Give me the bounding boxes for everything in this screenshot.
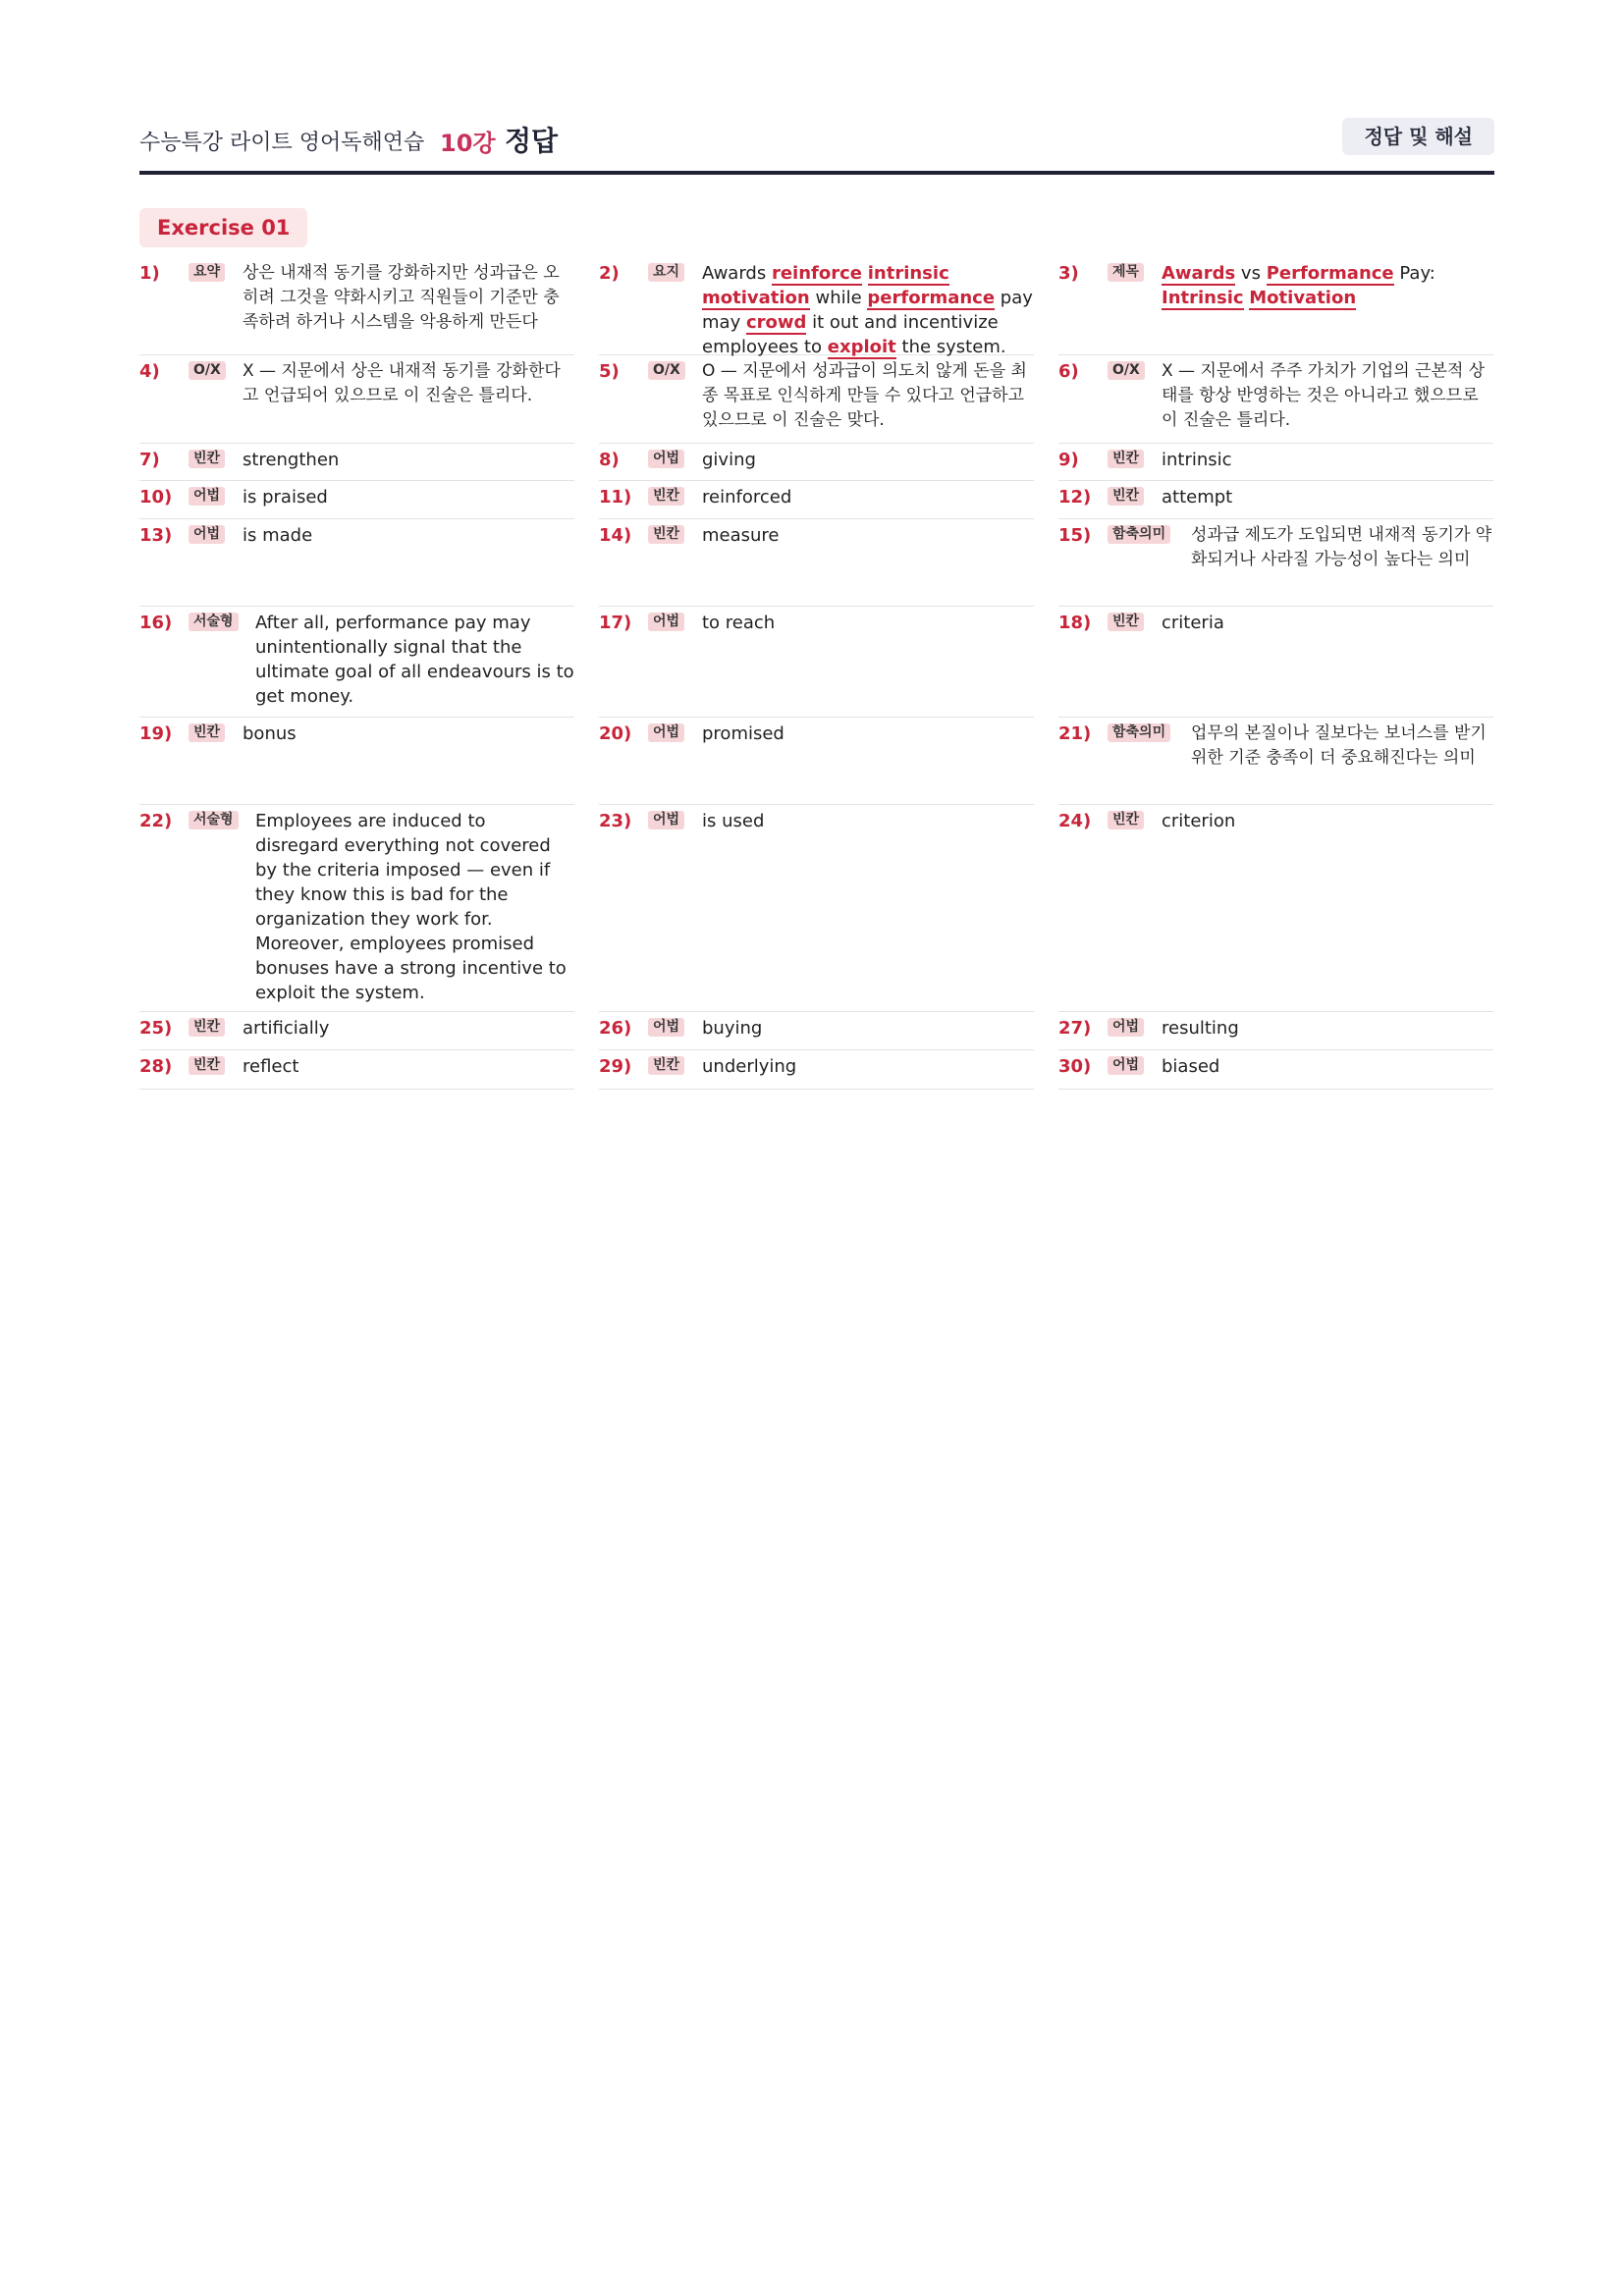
answer-type-tag: 함축의미: [1108, 525, 1170, 544]
answer-number: 29): [599, 1056, 632, 1077]
lesson-number: 10강: [440, 130, 496, 157]
answer-item: [599, 519, 1034, 607]
keyword-highlight: Intrinsic: [1162, 288, 1244, 308]
answer-text: X — 지문에서 상은 내재적 동기를 강화한다고 언급되어 있으므로 이 진술은 틀리다.: [243, 361, 561, 405]
answer-item: [139, 805, 574, 1012]
answer-text: X — 지문에서 주주 가치가 기업의 근본적 상태를 항상 반영하는 것은 아니라고 했으므로 이 진술은 틀리다.: [1162, 361, 1486, 430]
answer-text-part: Awards: [702, 263, 767, 284]
answer-number: 1): [139, 263, 160, 284]
answer-number: 22): [139, 811, 173, 831]
keyword-highlight: Performance: [1266, 263, 1394, 284]
answer-type-tag: 어법: [1108, 1018, 1144, 1037]
answer-item: [139, 257, 574, 355]
page-title: 정답: [505, 125, 559, 157]
answer-type-tag: 어법: [648, 613, 684, 631]
series-title: 수능특강 라이트 영어독해연습: [139, 131, 425, 155]
keyword-highlight: Motivation: [1249, 288, 1357, 308]
answer-type-tag: 요약: [189, 263, 225, 282]
answer-number: 6): [1058, 361, 1079, 382]
answer-number: 25): [139, 1018, 173, 1039]
answer-text: 업무의 본질이나 질보다는 보너스를 받기 위한 기준 충족이 더 중요해진다는 의미: [1191, 723, 1487, 768]
answer-item: [599, 607, 1034, 718]
answer-type-tag: O/X: [189, 361, 226, 380]
answer-text-part: while: [815, 288, 862, 308]
answer-text-part: Pay:: [1399, 263, 1435, 284]
answer-item: [599, 355, 1034, 444]
answer-item: [139, 1050, 574, 1090]
answer-text: reflect: [243, 1056, 299, 1077]
answer-type-tag: 함축의미: [1108, 723, 1170, 742]
answer-item: [1058, 805, 1493, 1012]
answer-type-tag: 빈칸: [1108, 811, 1144, 829]
answer-type-tag: 어법: [648, 450, 684, 468]
answer-type-tag: 어법: [189, 525, 225, 544]
answer-type-tag: 서술형: [189, 811, 239, 829]
answer-text: underlying: [702, 1056, 797, 1077]
answer-number: 16): [139, 613, 173, 633]
answer-number: 7): [139, 450, 160, 470]
keyword-highlight: performance: [867, 288, 996, 308]
answer-item: [599, 805, 1034, 1012]
exercise-badge: Exercise 01: [139, 208, 307, 247]
answer-item: [599, 257, 1034, 355]
answer-item: [1058, 355, 1493, 444]
answer-number: 14): [599, 525, 632, 546]
answer-item: [139, 355, 574, 444]
answer-text: giving: [702, 450, 756, 470]
answer-item: [1058, 718, 1493, 805]
keyword-highlight: motivation: [702, 288, 810, 308]
answer-number: 15): [1058, 525, 1092, 546]
answer-text: artificially: [243, 1018, 330, 1039]
answers-explanation-button[interactable]: 정답 및 해설: [1342, 118, 1494, 155]
answer-type-tag: 빈칸: [189, 450, 225, 468]
answer-text: bonus: [243, 723, 297, 744]
answer-item: [139, 519, 574, 607]
answer-item: [1058, 1050, 1493, 1090]
answer-type-tag: 빈칸: [189, 1018, 225, 1037]
answer-number: 2): [599, 263, 620, 284]
answer-text: intrinsic: [1162, 450, 1232, 470]
answer-text: measure: [702, 525, 780, 546]
answer-number: 4): [139, 361, 160, 382]
answer-type-tag: 빈칸: [1108, 450, 1144, 468]
answer-number: 3): [1058, 263, 1079, 284]
answer-item: [599, 718, 1034, 805]
answer-type-tag: 어법: [648, 811, 684, 829]
answer-grid: [139, 257, 1494, 1090]
answer-text: promised: [702, 723, 784, 744]
answer-text: is made: [243, 525, 313, 546]
answer-number: 5): [599, 361, 620, 382]
answer-number: 24): [1058, 811, 1092, 831]
answer-number: 11): [599, 487, 632, 507]
answer-text: buying: [702, 1018, 763, 1039]
answer-text: 상은 내재적 동기를 강화하지만 성과급은 오히려 그것을 약화시키고 직원들이 기준만 충족하려 하거나 시스템을 악용하게 만든다: [243, 263, 560, 332]
answer-text: 성과급 제도가 도입되면 내재적 동기가 약화되거나 사라질 가능성이 높다는 의미: [1191, 525, 1492, 569]
answer-item: [139, 607, 574, 718]
answer-number: 13): [139, 525, 173, 546]
answer-text: reinforced: [702, 487, 792, 507]
answer-item: [1058, 519, 1493, 607]
answer-text: Employees are induced to disregard everything not covered by the criteria imposed — even if they know this is bad for the organization they work for. Moreover, employees promised bonuses have a strong incentive to exploit the system.: [255, 811, 567, 1003]
answer-type-tag: 서술형: [189, 613, 239, 631]
answer-text: resulting: [1162, 1018, 1239, 1039]
keyword-highlight: reinforce: [771, 263, 862, 284]
answer-number: 9): [1058, 450, 1079, 470]
page-header: [139, 116, 1494, 175]
keyword-highlight: intrinsic: [867, 263, 949, 284]
answer-text: biased: [1162, 1056, 1220, 1077]
keyword-highlight: crowd: [745, 312, 807, 333]
answer-number: 21): [1058, 723, 1092, 744]
answer-item: [139, 1012, 574, 1050]
answer-number: 23): [599, 811, 632, 831]
answer-number: 8): [599, 450, 620, 470]
answer-number: 28): [139, 1056, 173, 1077]
answer-type-tag: 빈칸: [648, 487, 684, 506]
answer-number: 10): [139, 487, 173, 507]
answer-item: [1058, 1012, 1493, 1050]
answer-text: strengthen: [243, 450, 340, 470]
answer-text: [702, 261, 1034, 359]
answer-type-tag: 어법: [648, 723, 684, 742]
answer-text: criteria: [1162, 613, 1224, 633]
answer-number: 30): [1058, 1056, 1092, 1077]
answer-item: [139, 444, 574, 481]
answer-text: is used: [702, 811, 765, 831]
answer-text-part: it out and incentivize employees to: [702, 312, 999, 357]
answer-type-tag: 제목: [1108, 263, 1144, 282]
answer-type-tag: 빈칸: [189, 1056, 225, 1075]
answer-number: 18): [1058, 613, 1092, 633]
answer-number: 20): [599, 723, 632, 744]
answer-number: 26): [599, 1018, 632, 1039]
answer-text: is praised: [243, 487, 328, 507]
answer-item: [139, 718, 574, 805]
answer-number: 12): [1058, 487, 1092, 507]
answer-type-tag: 요지: [648, 263, 684, 282]
answer-type-tag: 어법: [189, 487, 225, 506]
answer-type-tag: 빈칸: [189, 723, 225, 742]
answer-text: O — 지문에서 성과급이 의도치 않게 돈을 최종 목표로 인식하게 만들 수 있다고 언급하고 있으므로 이 진술은 맞다.: [702, 361, 1027, 430]
answer-text: [1162, 261, 1493, 310]
answer-type-tag: 빈칸: [648, 525, 684, 544]
answer-type-tag: 어법: [1108, 1056, 1144, 1075]
answer-type-tag: 빈칸: [648, 1056, 684, 1075]
answer-item: [599, 444, 1034, 481]
answer-text: to reach: [702, 613, 776, 633]
answer-text: criterion: [1162, 811, 1236, 831]
answer-type-tag: 빈칸: [1108, 487, 1144, 506]
answer-item: [1058, 607, 1493, 718]
keyword-highlight: exploit: [827, 337, 896, 357]
answer-text-part: the system.: [901, 337, 1006, 357]
answer-item: [1058, 481, 1493, 519]
answer-item: [599, 1012, 1034, 1050]
answer-number: 17): [599, 613, 632, 633]
answer-type-tag: 빈칸: [1108, 613, 1144, 631]
answer-text-part: pay may: [702, 288, 1033, 333]
answer-item: [139, 481, 574, 519]
answer-number: 19): [139, 723, 173, 744]
answer-text: attempt: [1162, 487, 1233, 507]
answer-type-tag: 어법: [648, 1018, 684, 1037]
answer-item: [1058, 444, 1493, 481]
answer-item: [599, 481, 1034, 519]
keyword-highlight: Awards: [1162, 263, 1236, 284]
answer-text: After all, performance pay may unintentionally signal that the ultimate goal of all endeavours is to get money.: [255, 613, 574, 707]
answer-text-part: vs: [1240, 263, 1261, 284]
answer-type-tag: O/X: [1108, 361, 1145, 380]
answer-number: 27): [1058, 1018, 1092, 1039]
answer-item: [1058, 257, 1493, 355]
answer-type-tag: O/X: [648, 361, 685, 380]
answer-item: [599, 1050, 1034, 1090]
